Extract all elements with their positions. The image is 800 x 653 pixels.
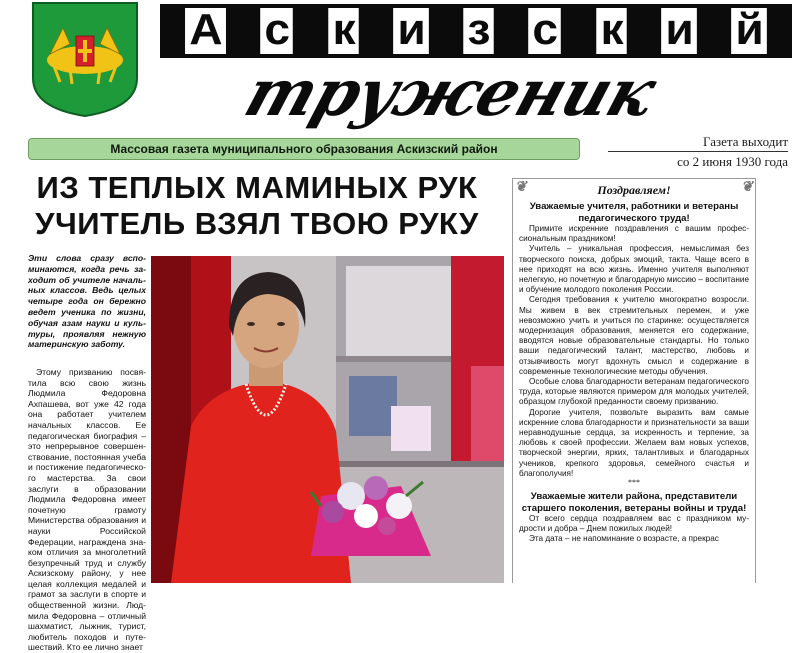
divider: [608, 151, 788, 152]
headline-line-2: УЧИТЕЛЬ ВЗЯЛ ТВОЮ РУКУ: [35, 206, 479, 241]
flourish-icon: ❦: [515, 180, 527, 195]
article-body: Этому призванию посвятила всю свою жизнь Людмила Федоровна Ахпашева, вот уже 42 года она работает учителем начальных классов. Ее педагогическая биография – это непрерывное совершенствование, постоянная учеба и постижение педагогического мастерства. За свои заслуги в образовании Людмила Федоровна имеет почетную грамоту Министерства образования и науки Российской Федерации, награждена знаком отличия за многолетний безупречный труд и службу Аскизскому району, у нее целая коллекция медалей и грамот за заслуги в спорте и общественной жизни. Людмила Федоровна – отличный шахматист, лыжник, турист, любитель походов и путешествий. Кто ее лично знает: [28, 367, 146, 653]
newspaper-title-block: [160, 4, 792, 58]
title-letter: й: [731, 8, 767, 54]
title-letter: с: [528, 8, 561, 54]
congratulations-box: [512, 178, 756, 583]
newspaper-tagline: Массовая газета муниципального образования Аскизский район: [28, 138, 580, 160]
greeting-paragraph: Эта дата – не напоминание о возрасте, а прекрас: [529, 534, 719, 544]
title-letter: и: [393, 8, 429, 54]
since-line-2: со 2 июня 1930 года: [677, 154, 788, 169]
congratulations-title-text: Поздравляем!: [597, 183, 671, 197]
title-letter: и: [661, 8, 697, 54]
greeting-paragraph: Особые слова благодарности ветеранам педагогического труда, которые являются примером для молодых учителей, образцом глубокой преданности своему призванию.: [519, 377, 749, 407]
title-letter: з: [463, 8, 493, 54]
teacher-photo: [151, 256, 504, 583]
greeting-paragraph: Учитель – уникальная профессия, немыслимая без творческого поиска, добрых эмоций, такта. Чаще всего в нее приходят на всю жизнь. Именно учителя выполняют нелегкую, но почетную и благодарную миссию – воспитание и обучение молодого поколения России.: [519, 244, 749, 295]
headline-line-1: ИЗ ТЕПЛЫХ МАМИНЫХ РУК: [36, 170, 478, 205]
greeting-heading: Уважаемые учителя, работники и ветераны педагогического труда!: [529, 201, 739, 224]
newspaper-subtitle: труженик: [236, 56, 665, 131]
title-letter: с: [260, 8, 293, 54]
since-line-1: Газета выходит: [703, 134, 788, 149]
greeting-heading: Уважаемые жители района, представители старшего поколения, ветераны войны и труда!: [521, 491, 747, 514]
publication-since: [588, 134, 788, 169]
flourish-icon: ❦: [741, 180, 753, 195]
coat-of-arms-icon: [30, 0, 140, 118]
separator: ***: [628, 478, 640, 488]
article-lead: Эти слова сразу вспоминаются, когда речь заходит об учителе начальных классов. Ведь целых четыре года он бережно ведет ученика по жизни, обучая азам науки и культуры, проявляя нежную материнскую заботу.: [28, 253, 146, 350]
article-headline: [14, 170, 500, 242]
title-letter: А: [185, 8, 226, 54]
greeting-paragraph: Сегодня требования к учителю многократно возросли. Мы живем в век стремительных перемен, и уже невозможно учить и учиться по старинке: осуществляется модернизация образования, меняется его содержание, вводятся новые образовательные стандарты. Но только ваши педагогический талант, мастерство, любовь и отзывчивость могут вдохнуть смысл и содержание в современные технологические методы обучения.: [519, 295, 749, 376]
greeting-paragraph: От всего сердца поздравляем вас с праздником мудрости и добра – Днем пожилых людей!: [519, 514, 749, 534]
title-letter: к: [596, 8, 626, 54]
title-letter: к: [328, 8, 358, 54]
greeting-paragraph: Примите искренние поздравления с вашим профессиональным праздником!: [519, 224, 749, 244]
greeting-paragraph: Дорогие учителя, позвольте выразить вам самые искренние слова благодарности и признательности за ваши неравнодушные сердца, за искренность и терпение, за любовь к своей профессии. Желаем вам новых успехов, творческой энергии, ярких, талантливых и благодарных учеников, крепкого здоровья, семейного счастья и благополучия!: [519, 407, 749, 478]
congratulations-title: [513, 182, 755, 198]
